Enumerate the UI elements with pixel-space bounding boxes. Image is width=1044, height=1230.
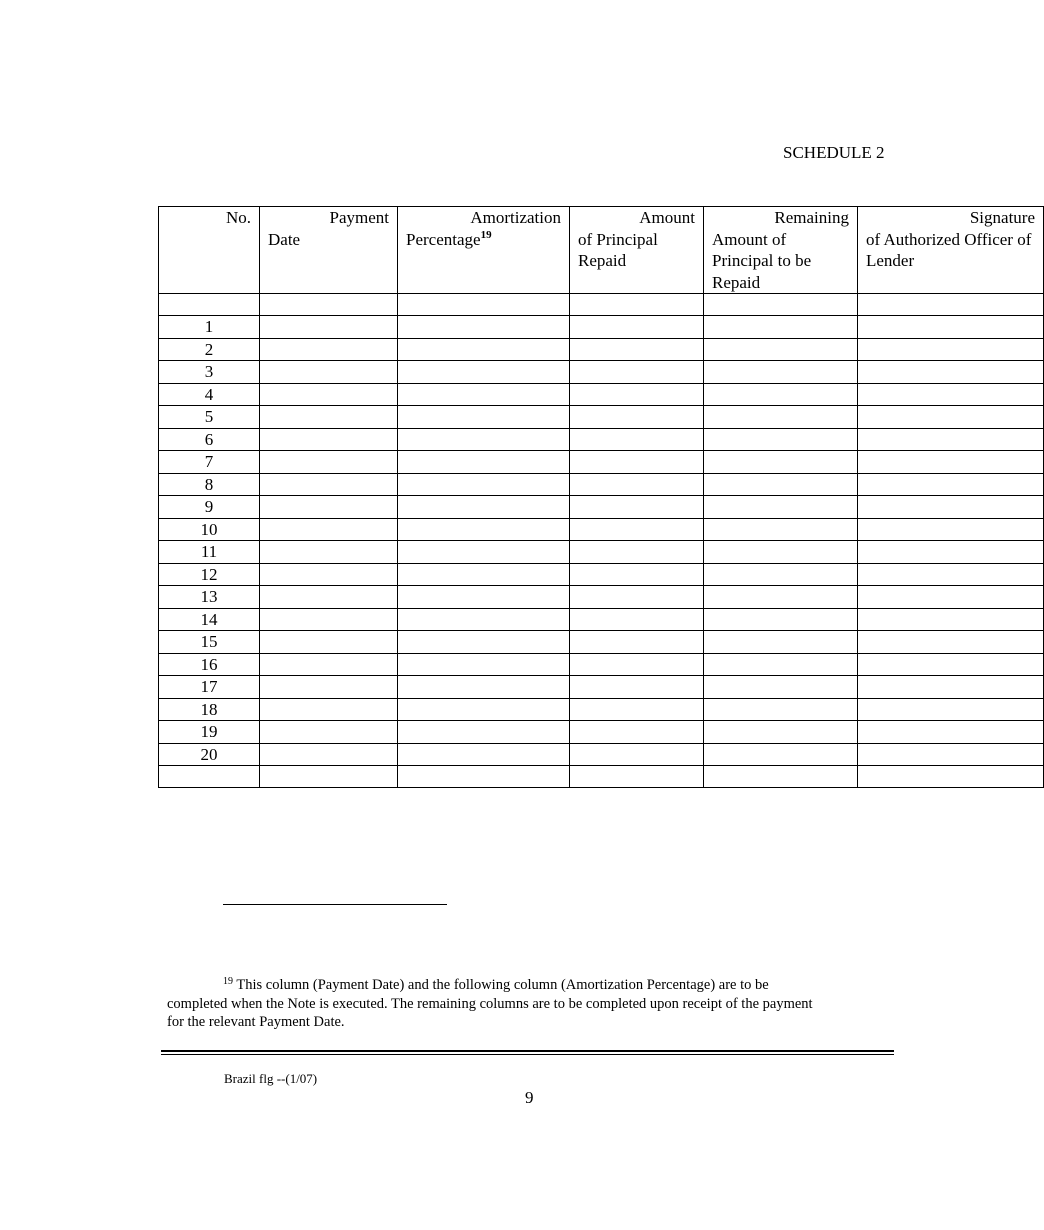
- table-row: [159, 698, 1044, 721]
- blank-entry-cell[interactable]: [398, 496, 570, 519]
- table-header-row: [159, 207, 1044, 294]
- blank-entry-cell[interactable]: [704, 316, 858, 339]
- header-signature: [858, 207, 1044, 294]
- blank-entry-cell[interactable]: [858, 563, 1044, 586]
- blank-entry-cell[interactable]: [704, 294, 858, 316]
- blank-entry-cell[interactable]: [260, 698, 398, 721]
- blank-entry-cell[interactable]: [858, 496, 1044, 519]
- blank-entry-cell[interactable]: [704, 406, 858, 429]
- blank-entry-cell[interactable]: [260, 406, 398, 429]
- amortization-table: [158, 206, 1044, 788]
- blank-entry-cell[interactable]: [858, 766, 1044, 788]
- blank-entry-cell[interactable]: [570, 361, 704, 384]
- blank-entry-cell[interactable]: [260, 473, 398, 496]
- header-no: [159, 207, 260, 294]
- table-row: [159, 361, 1044, 384]
- table-row: [159, 563, 1044, 586]
- row-number-cell[interactable]: 4: [159, 383, 260, 406]
- blank-entry-cell[interactable]: [398, 676, 570, 699]
- blank-entry-cell[interactable]: [704, 608, 858, 631]
- table-row: [159, 451, 1044, 474]
- blank-entry-cell[interactable]: [570, 406, 704, 429]
- blank-entry-cell[interactable]: [398, 338, 570, 361]
- blank-entry-cell[interactable]: [570, 316, 704, 339]
- blank-entry-cell[interactable]: [398, 698, 570, 721]
- row-number-cell[interactable]: 16: [159, 653, 260, 676]
- table-row: [159, 676, 1044, 699]
- table-row: [159, 743, 1044, 766]
- row-number-cell[interactable]: 7: [159, 451, 260, 474]
- row-number-cell[interactable]: 2: [159, 338, 260, 361]
- header-amortization-rest-wrap: [406, 229, 561, 251]
- blank-entry-cell[interactable]: [260, 676, 398, 699]
- footnote-marker: 19: [223, 976, 233, 987]
- blank-entry-cell[interactable]: [570, 653, 704, 676]
- blank-entry-cell[interactable]: [260, 563, 398, 586]
- blank-entry-cell[interactable]: [704, 653, 858, 676]
- blank-entry-cell[interactable]: [858, 743, 1044, 766]
- blank-entry-cell[interactable]: [398, 766, 570, 788]
- blank-entry-cell[interactable]: [704, 361, 858, 384]
- blank-entry-cell[interactable]: [570, 586, 704, 609]
- blank-entry-cell[interactable]: [260, 608, 398, 631]
- blank-entry-cell[interactable]: [570, 608, 704, 631]
- header-amortization-line1: Amortization: [470, 208, 561, 227]
- blank-entry-cell[interactable]: [398, 428, 570, 451]
- row-number-cell[interactable]: 18: [159, 698, 260, 721]
- table-row: [159, 541, 1044, 564]
- blank-entry-cell[interactable]: [704, 428, 858, 451]
- header-payment-date-rest: Date: [268, 229, 301, 249]
- row-number-cell[interactable]: [159, 294, 260, 316]
- blank-entry-cell[interactable]: [260, 316, 398, 339]
- footnote-reference[interactable]: 19: [480, 228, 492, 241]
- blank-entry-cell[interactable]: [260, 766, 398, 788]
- table-row: [159, 721, 1044, 744]
- blank-entry-cell[interactable]: [858, 406, 1044, 429]
- blank-entry-cell[interactable]: [858, 473, 1044, 496]
- blank-entry-cell[interactable]: [398, 653, 570, 676]
- header-payment-date: [260, 207, 398, 294]
- header-remaining-rest: Amount of Principal to be Repaid: [712, 229, 812, 292]
- blank-entry-cell[interactable]: [260, 586, 398, 609]
- blank-entry-cell[interactable]: [260, 361, 398, 384]
- blank-entry-cell[interactable]: [570, 294, 704, 316]
- row-number-cell[interactable]: 8: [159, 473, 260, 496]
- blank-entry-cell[interactable]: [858, 451, 1044, 474]
- blank-entry-cell[interactable]: [260, 518, 398, 541]
- header-amount-repaid: [570, 207, 704, 294]
- blank-entry-cell[interactable]: [704, 743, 858, 766]
- row-number-cell[interactable]: [159, 766, 260, 788]
- blank-entry-cell[interactable]: [570, 451, 704, 474]
- blank-entry-cell[interactable]: [858, 383, 1044, 406]
- blank-entry-cell[interactable]: [858, 338, 1044, 361]
- blank-entry-cell[interactable]: [858, 361, 1044, 384]
- row-number-cell[interactable]: 5: [159, 406, 260, 429]
- blank-entry-cell[interactable]: [858, 316, 1044, 339]
- blank-entry-cell[interactable]: [704, 541, 858, 564]
- row-number-cell[interactable]: 9: [159, 496, 260, 519]
- blank-entry-cell[interactable]: [704, 563, 858, 586]
- table-row: [159, 338, 1044, 361]
- blank-entry-cell[interactable]: [260, 383, 398, 406]
- blank-entry-cell[interactable]: [704, 496, 858, 519]
- header-payment-date-line1: Payment: [329, 208, 389, 227]
- table-row: [159, 294, 1044, 316]
- blank-entry-cell[interactable]: [398, 294, 570, 316]
- blank-entry-cell[interactable]: [398, 383, 570, 406]
- table-row: [159, 383, 1044, 406]
- table-row: [159, 496, 1044, 519]
- row-number-cell[interactable]: 3: [159, 361, 260, 384]
- blank-entry-cell[interactable]: [398, 541, 570, 564]
- row-number-cell[interactable]: 20: [159, 743, 260, 766]
- blank-entry-cell[interactable]: [398, 518, 570, 541]
- blank-entry-cell[interactable]: [858, 541, 1044, 564]
- table-row: [159, 428, 1044, 451]
- blank-entry-cell[interactable]: [398, 361, 570, 384]
- blank-entry-cell[interactable]: [398, 608, 570, 631]
- blank-entry-cell[interactable]: [570, 473, 704, 496]
- header-signature-line1: Signature: [969, 208, 1035, 227]
- table-row: [159, 473, 1044, 496]
- blank-entry-cell[interactable]: [704, 451, 858, 474]
- blank-entry-cell[interactable]: [260, 653, 398, 676]
- blank-entry-cell[interactable]: [704, 518, 858, 541]
- blank-entry-cell[interactable]: [704, 383, 858, 406]
- header-amount-rest: of Principal Repaid: [578, 229, 658, 270]
- row-number-cell[interactable]: 14: [159, 608, 260, 631]
- blank-entry-cell[interactable]: [704, 698, 858, 721]
- blank-entry-cell[interactable]: [704, 721, 858, 744]
- blank-entry-cell[interactable]: [858, 631, 1044, 654]
- blank-entry-cell[interactable]: [704, 473, 858, 496]
- blank-entry-cell[interactable]: [260, 428, 398, 451]
- blank-entry-cell[interactable]: [398, 721, 570, 744]
- page-number: 9: [525, 1088, 534, 1107]
- blank-entry-cell[interactable]: [858, 518, 1044, 541]
- header-amortization-percentage: [398, 207, 570, 294]
- blank-entry-cell[interactable]: [260, 631, 398, 654]
- table-row: [159, 586, 1044, 609]
- blank-entry-cell[interactable]: [570, 496, 704, 519]
- blank-entry-cell[interactable]: [858, 586, 1044, 609]
- blank-entry-cell[interactable]: [260, 294, 398, 316]
- table-row: [159, 518, 1044, 541]
- schedule-title: SCHEDULE 2: [783, 143, 885, 162]
- table-row: [159, 316, 1044, 339]
- table-row: [159, 406, 1044, 429]
- footnote-separator: [223, 904, 447, 905]
- blank-entry-cell[interactable]: [398, 631, 570, 654]
- blank-entry-cell[interactable]: [398, 473, 570, 496]
- blank-entry-cell[interactable]: [398, 406, 570, 429]
- table-row: [159, 766, 1044, 788]
- blank-entry-cell[interactable]: [570, 721, 704, 744]
- blank-entry-cell[interactable]: [260, 338, 398, 361]
- footnote: [167, 976, 827, 1032]
- blank-entry-cell[interactable]: [570, 676, 704, 699]
- blank-entry-cell[interactable]: [858, 294, 1044, 316]
- blank-entry-cell[interactable]: [570, 428, 704, 451]
- row-number-cell[interactable]: 17: [159, 676, 260, 699]
- header-signature-rest: of Authorized Officer of Lender: [866, 229, 1032, 270]
- row-number-cell[interactable]: 13: [159, 586, 260, 609]
- footer-double-rule: [161, 1050, 894, 1055]
- blank-entry-cell[interactable]: [570, 766, 704, 788]
- blank-entry-cell[interactable]: [704, 676, 858, 699]
- blank-entry-cell[interactable]: [398, 586, 570, 609]
- row-number-cell[interactable]: 15: [159, 631, 260, 654]
- row-number-cell[interactable]: 11: [159, 541, 260, 564]
- amortization-table-wrapper: [158, 206, 1035, 788]
- footer-document-code: Brazil flg --(1/07): [224, 1071, 318, 1086]
- footnote-text: This column (Payment Date) and the following column (Amortization Percentage) are to be completed when the Note is executed. The remaining columns are to be completed upon receipt of the payment for the relevant Payment Date.: [167, 977, 813, 1030]
- blank-entry-cell[interactable]: [260, 496, 398, 519]
- blank-entry-cell[interactable]: [858, 721, 1044, 744]
- row-number-cell[interactable]: 19: [159, 721, 260, 744]
- blank-entry-cell[interactable]: [398, 451, 570, 474]
- blank-entry-cell[interactable]: [858, 653, 1044, 676]
- blank-entry-cell[interactable]: [570, 541, 704, 564]
- row-number-cell[interactable]: 10: [159, 518, 260, 541]
- blank-entry-cell[interactable]: [570, 698, 704, 721]
- blank-entry-cell[interactable]: [260, 541, 398, 564]
- blank-entry-cell[interactable]: [260, 721, 398, 744]
- blank-entry-cell[interactable]: [398, 563, 570, 586]
- blank-entry-cell[interactable]: [858, 698, 1044, 721]
- table-row: [159, 631, 1044, 654]
- blank-entry-cell[interactable]: [570, 743, 704, 766]
- blank-entry-cell[interactable]: [398, 316, 570, 339]
- table-row: [159, 608, 1044, 631]
- header-no-label: No.: [225, 208, 251, 227]
- blank-entry-cell[interactable]: [398, 743, 570, 766]
- row-number-cell[interactable]: 1: [159, 316, 260, 339]
- header-amortization-rest: Percentage: [406, 229, 481, 249]
- blank-entry-cell[interactable]: [570, 338, 704, 361]
- header-amount-line1: Amount: [639, 208, 695, 227]
- blank-entry-cell[interactable]: [260, 451, 398, 474]
- blank-entry-cell[interactable]: [570, 563, 704, 586]
- header-remaining-line1: Remaining: [774, 208, 849, 227]
- table-row: [159, 653, 1044, 676]
- blank-entry-cell[interactable]: [704, 586, 858, 609]
- blank-entry-cell[interactable]: [704, 338, 858, 361]
- row-number-cell[interactable]: 6: [159, 428, 260, 451]
- blank-entry-cell[interactable]: [570, 383, 704, 406]
- blank-entry-cell[interactable]: [858, 676, 1044, 699]
- header-remaining-amount: [704, 207, 858, 294]
- blank-entry-cell[interactable]: [570, 631, 704, 654]
- blank-entry-cell[interactable]: [858, 428, 1044, 451]
- blank-entry-cell[interactable]: [704, 631, 858, 654]
- blank-entry-cell[interactable]: [858, 608, 1044, 631]
- blank-entry-cell[interactable]: [570, 518, 704, 541]
- blank-entry-cell[interactable]: [704, 766, 858, 788]
- blank-entry-cell[interactable]: [260, 743, 398, 766]
- row-number-cell[interactable]: 12: [159, 563, 260, 586]
